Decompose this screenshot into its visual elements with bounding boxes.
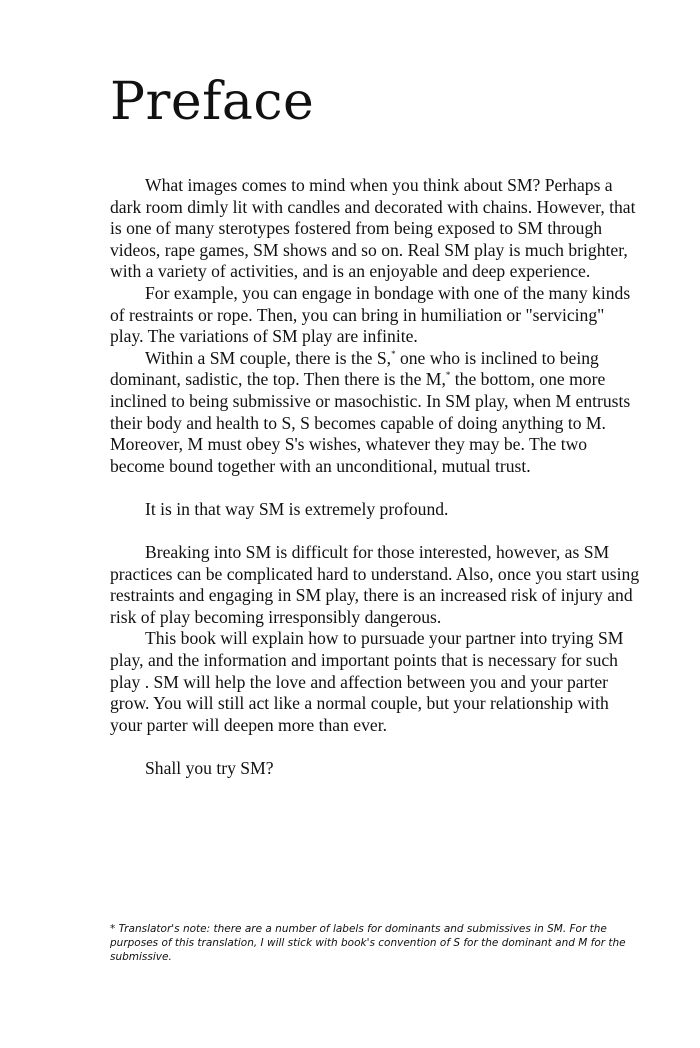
translator-footnote: * Translator's note: there are a number of labels for dominants and submissives in SM. For the purposes of this translation, I will stick with book's convention of S for the dominant and M for the submissive.: [110, 923, 626, 963]
paragraph-spacer: [110, 736, 640, 758]
paragraph-6: This book will explain how to pursuade your partner into trying SM play, and the information and important points that is necessary for such play . SM will help the love and affection between you and your parter grow. You will still act like a normal couple, but your relationship with your parter will deepen more than ever.: [110, 628, 624, 735]
paragraph-7: Shall you try SM?: [145, 758, 274, 779]
paragraph-1: What images comes to mind when you think about SM? Perhaps a dark room dimly lit with candles and decorated with chains. However, that is one of many sterotypes fostered from being exposed to SM through videos, rape games, SM shows and so on. Real SM play is much brighter, with a variety of activities, and is an enjoyable and deep experience.: [110, 175, 636, 282]
paragraph-5: Breaking into SM is difficult for those interested, however, as SM practices can be complicated hard to understand. Also, once you start using restraints and engaging in SM play, there is an increased risk of injury and risk of play becoming irresponsibly dangerous.: [110, 542, 640, 627]
paragraph-3-part-c: the bottom, one more inclined to being submissive or masochistic. In SM play, when M entrusts their body and health to S, S becomes capable of doing anything to M. Moreover, M must obey S's wishes, whatever they may be. The two become bound together with an unconditional, mutual trust.: [110, 369, 631, 476]
paragraph-3-part-a: Within a SM couple, there is the S,: [145, 347, 392, 368]
preface-body: [110, 175, 640, 780]
paragraph-4: It is in that way SM is extremely profound.: [145, 498, 449, 519]
page-title: Preface: [110, 72, 315, 132]
footnote-marker-s: *: [391, 348, 396, 359]
paragraph-2: For example, you can engage in bondage with one of the many kinds of restraints or rope. Then, you can bring in humiliation or "servicing" play. The variations of SM play are infinite.: [110, 282, 631, 347]
paragraph-spacer: [110, 477, 640, 499]
footnote-marker-m: *: [445, 370, 451, 381]
paragraph-3-part-b: one who is inclined to being dominant, sadistic, the top. Then there is the M,: [110, 347, 599, 390]
paragraph-spacer: [110, 521, 640, 543]
paragraph-3: [110, 348, 640, 478]
